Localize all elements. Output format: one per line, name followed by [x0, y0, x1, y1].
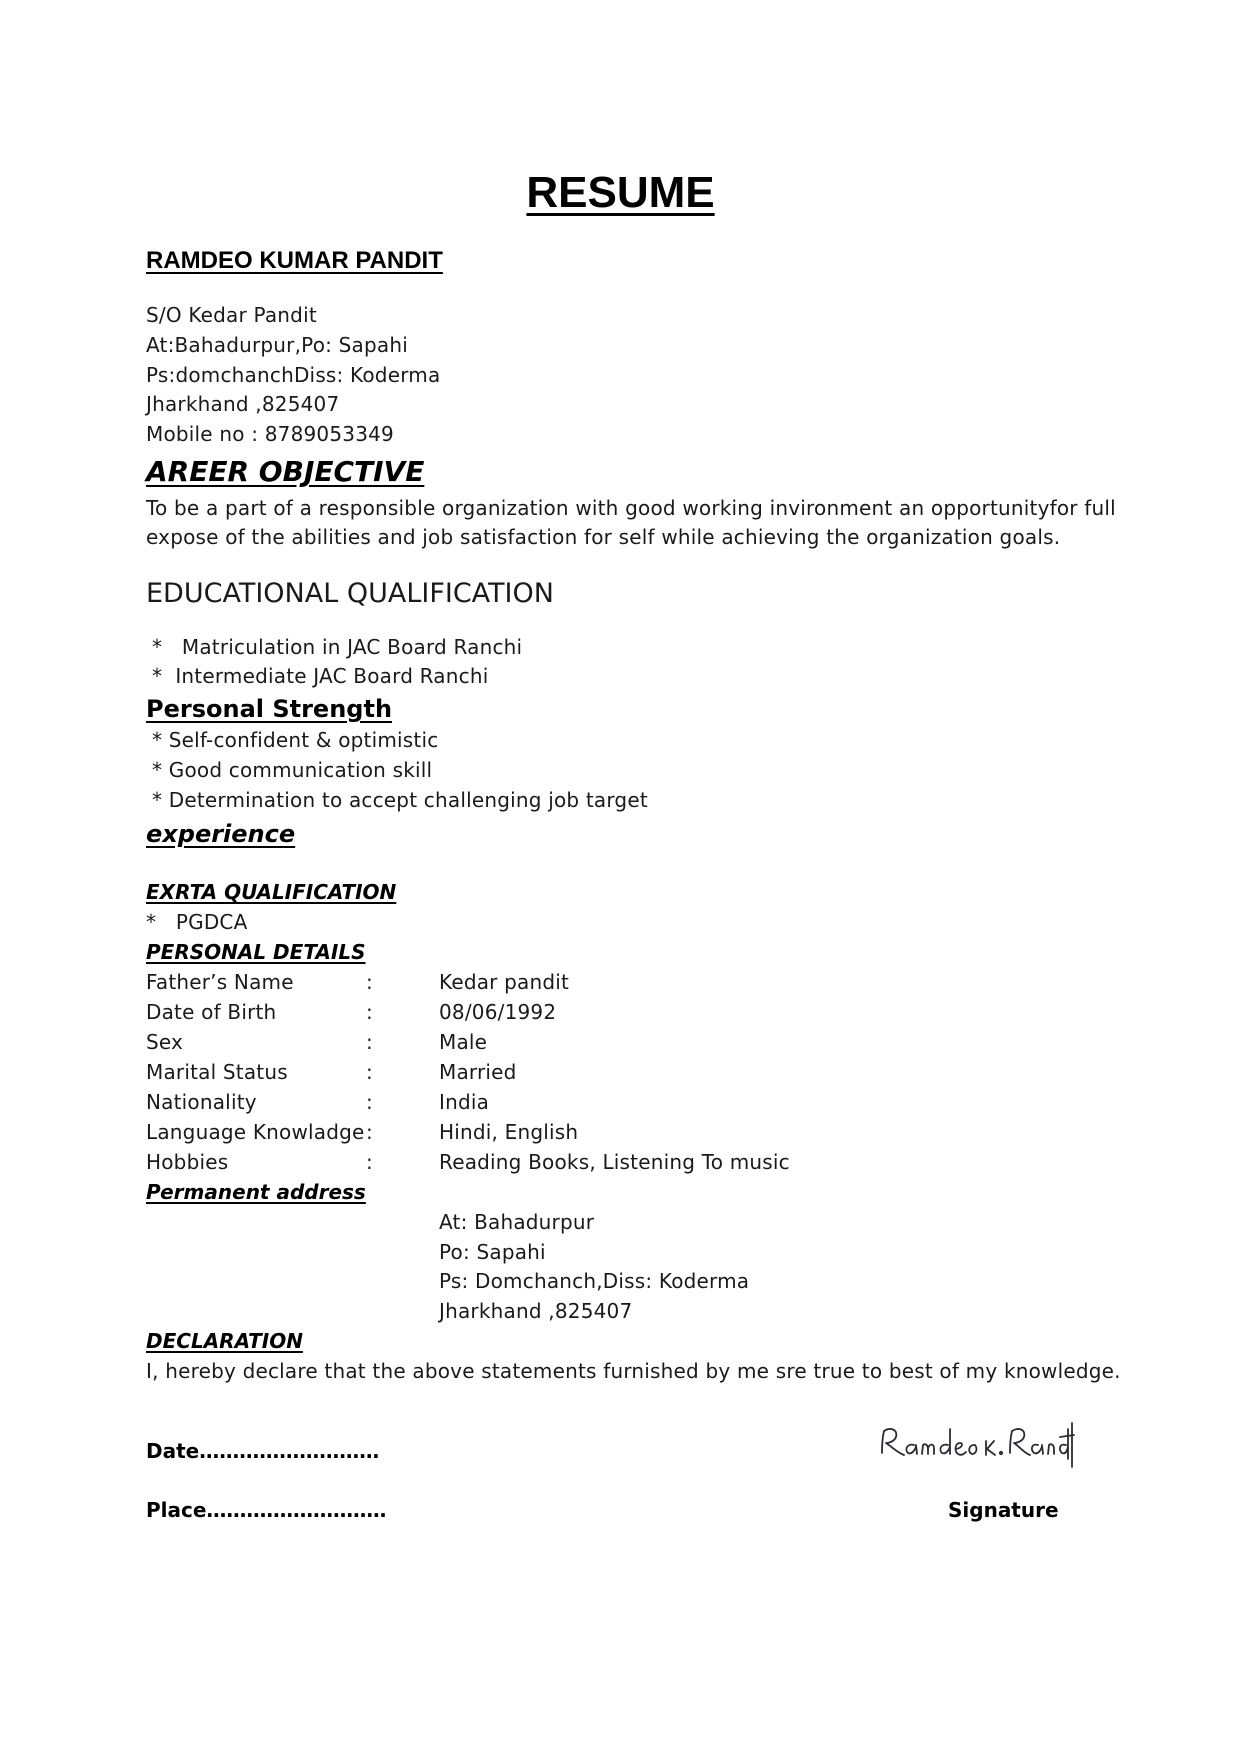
objective-text: expose of the abilities and job satisfaction for self while achieving the organization goals. — [146, 525, 1061, 549]
contact-address-line: Jharkhand ,825407 — [146, 392, 340, 416]
contact-address-line: Ps:domchanchDiss: Koderma — [146, 363, 441, 387]
address-line: At: Bahadurpur — [439, 1210, 595, 1234]
strength-heading: Personal Strength — [146, 695, 393, 723]
contact-mobile: Mobile no : 8789053349 — [146, 422, 394, 446]
detail-separator: : — [366, 1090, 373, 1114]
strength-item: * Good communication skill — [152, 758, 433, 782]
education-item: * Intermediate JAC Board Ranchi — [152, 664, 489, 688]
handwritten-signature — [876, 1415, 1076, 1475]
detail-value: Married — [439, 1060, 517, 1084]
detail-label: Language Knowladge — [146, 1120, 365, 1144]
detail-label: Sex — [146, 1030, 184, 1054]
declaration-heading: DECLARATION — [146, 1329, 303, 1353]
detail-value: Kedar pandit — [439, 970, 570, 994]
permanent-address-heading: Permanent address — [146, 1180, 366, 1204]
date-field: Date……………………… — [146, 1439, 380, 1463]
detail-value: Hindi, English — [439, 1120, 579, 1144]
extra-qualification-heading: EXRTA QUALIFICATION — [146, 880, 397, 904]
personal-details-heading: PERSONAL DETAILS — [146, 940, 366, 964]
contact-parent: S/O Kedar Pandit — [146, 303, 317, 327]
resume-title: RESUME — [526, 168, 715, 217]
detail-label: Nationality — [146, 1090, 257, 1114]
signature-label: Signature — [948, 1498, 1059, 1522]
candidate-name: RAMDEO KUMAR PANDIT — [146, 247, 443, 274]
detail-label: Hobbies — [146, 1150, 229, 1174]
detail-value: India — [439, 1090, 490, 1114]
detail-value: 08/06/1992 — [439, 1000, 557, 1024]
detail-label: Father’s Name — [146, 970, 294, 994]
experience-heading: experience — [146, 820, 296, 848]
education-heading: EDUCATIONAL QUALIFICATION — [146, 578, 554, 609]
detail-separator: : — [366, 1060, 373, 1084]
address-line: Ps: Domchanch,Diss: Koderma — [439, 1269, 750, 1293]
address-line: Po: Sapahi — [439, 1240, 546, 1264]
strength-item: * Determination to accept challenging job target — [152, 788, 648, 812]
place-field: Place……………………… — [146, 1498, 387, 1522]
address-line: Jharkhand ,825407 — [439, 1299, 633, 1323]
detail-label: Date of Birth — [146, 1000, 277, 1024]
detail-separator: : — [366, 1120, 373, 1144]
detail-separator: : — [366, 970, 373, 994]
strength-item: * Self-confident & optimistic — [152, 728, 439, 752]
objective-text: To be a part of a responsible organization with good working invironment an opportunityfor full — [146, 496, 1116, 520]
detail-separator: : — [366, 1150, 373, 1174]
detail-separator: : — [366, 1000, 373, 1024]
detail-value: Male — [439, 1030, 488, 1054]
education-item: * Matriculation in JAC Board Ranchi — [152, 635, 523, 659]
objective-heading: AREER OBJECTIVE — [146, 455, 425, 488]
detail-value: Reading Books, Listening To music — [439, 1150, 790, 1174]
detail-label: Marital Status — [146, 1060, 288, 1084]
detail-separator: : — [366, 1030, 373, 1054]
extra-qualification-item: * PGDCA — [146, 910, 248, 934]
declaration-text: I, hereby declare that the above statements furnished by me sre true to best of my knowledge. — [146, 1359, 1121, 1383]
contact-address-line: At:Bahadurpur,Po: Sapahi — [146, 333, 408, 357]
